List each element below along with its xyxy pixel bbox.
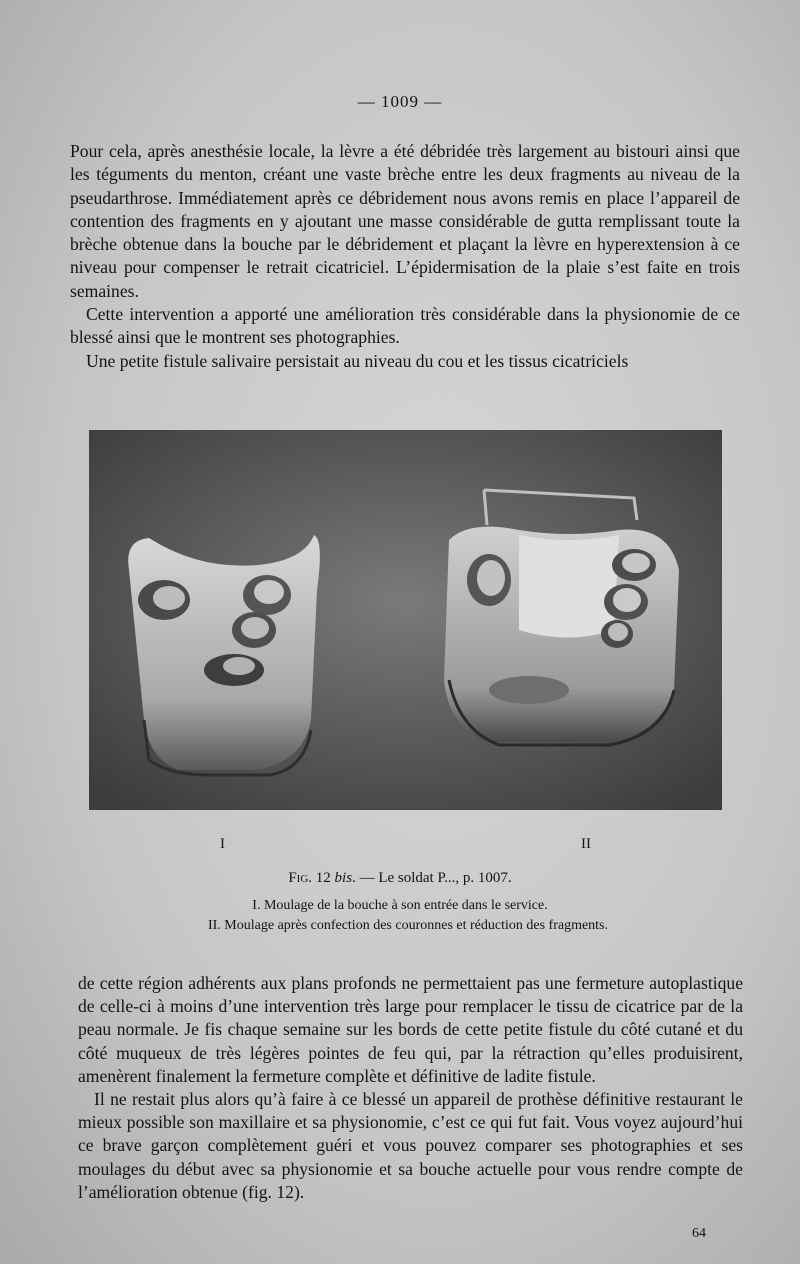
figure-caption-line-2: II. Moulage après confection des couronnes et réduction des fragments. <box>207 918 609 933</box>
caption-bis: bis <box>334 870 353 886</box>
figure-label-left: I <box>220 836 225 852</box>
dental-casts-photo <box>89 430 722 810</box>
caption-rest: . — Le soldat P..., p. 1007. <box>352 870 512 886</box>
cast-left <box>128 535 320 775</box>
figure-photograph <box>89 430 722 810</box>
page-number: — 1009 — <box>357 92 443 111</box>
figure-caption-title <box>0 870 800 887</box>
paragraph: Il ne restait plus alors qu’à faire à ce blessé un appareil de prothèse définitive restaurant le mieux possible son maxillaire et sa physionomie, c’est ce qui fut fait. Vous voyez aujourd’hui ce brave garçon complètement guéri et vous pouvez comparer ses photographies et ses moulages du début avec sa physionomie et sa bouche actuelle pour vous rendre compte de l’amélioration obtenue (fig. 12). <box>78 1089 743 1202</box>
paragraph: Pour cela, après anesthésie locale, la lèvre a été débridée très largement au bistouri ainsi que les téguments du menton, créant une vaste brèche entre les deux fragments au niveau de la pseudarthrose. Immédiatement après ce débridement nous avons remis en place l’appareil de contention des fragments en y ajoutant une masse considérable de gutta remplissant toute la brèche obtenue dans la bouche par le débridement et plaçant la lèvre en hyperextension à ce niveau pour compenser le retrait cicatriciel. L’épidermisation de la plaie s’est faite en trois semaines. <box>70 141 740 301</box>
paragraph: Une petite fistule salivaire persistait au niveau du cou et les tissus cicatriciels <box>86 350 629 371</box>
figure-caption-line-1: I. Moulage de la bouche à son entrée dans le service. <box>252 898 548 913</box>
signature-mark: 64 <box>692 1226 706 1241</box>
top-text-block <box>70 140 740 373</box>
caption-prefix: Fig. 12 <box>288 870 331 886</box>
paragraph: de cette région adhérents aux plans profonds ne permettaient pas une fermeture autoplastique de celle-ci à moins d’une intervention très large pour remplacer le tissu de cicatrice par de la peau normale. Je fis chaque semaine sur les bords de cette petite fistule du côté cutané et du côté muqueux de très légères pointes de feu qui, par la rétraction qu’elles produisirent, amenèrent finalement la fermeture complète et définitive de ladite fistule. <box>78 973 743 1086</box>
figure-label-right: II <box>581 836 591 852</box>
paragraph: Cette intervention a apporté une amélioration très considérable dans la physionomie de ce blessé ainsi que le montrent ses photographies. <box>70 304 740 348</box>
bottom-text-block <box>78 972 743 1204</box>
